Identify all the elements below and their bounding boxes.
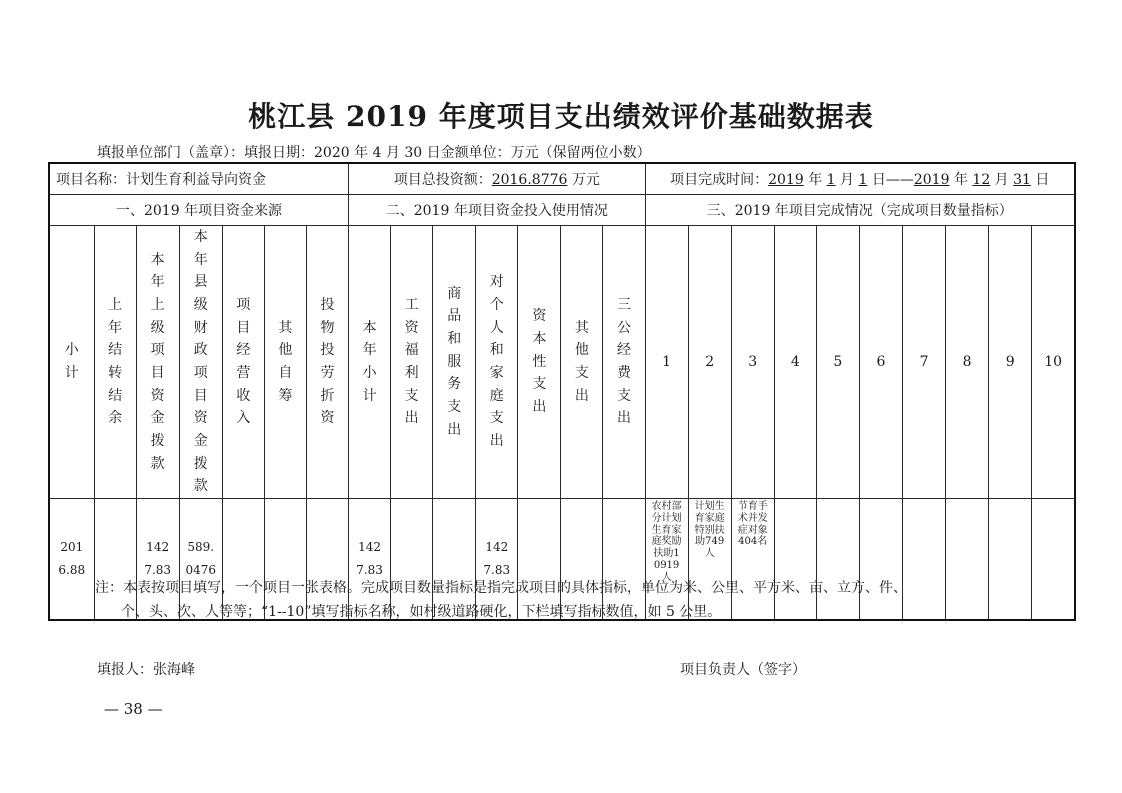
indicator-header: 2 xyxy=(688,226,731,499)
time-start-month: 1 xyxy=(826,172,836,188)
col-header: 三公经费支出 xyxy=(603,226,645,499)
value-cell: 2016.88 xyxy=(49,499,94,621)
indicator-header: 4 xyxy=(774,226,816,499)
col-header: 本年小计 xyxy=(349,226,391,499)
value-cell: 1427.83 xyxy=(349,499,391,621)
indicator-header: 9 xyxy=(989,226,1032,499)
indicator-header: 6 xyxy=(859,226,902,499)
time-end-month: 12 xyxy=(972,172,991,188)
day-separator: 日—— xyxy=(867,172,914,188)
time-end-year: 2019 xyxy=(913,172,950,188)
indicator-header: 10 xyxy=(1032,226,1075,499)
completion-time-cell xyxy=(645,163,1075,195)
section-completion: 三、2019 年项目完成情况（完成项目数量指标） xyxy=(645,195,1075,226)
col-header: 本年县级财政项目资金拨款 xyxy=(179,226,222,499)
col-header: 上年结转结余 xyxy=(94,226,136,499)
col-header: 其他支出 xyxy=(561,226,603,499)
value-cell: 1427.83 xyxy=(476,499,518,621)
month-unit: 月 xyxy=(835,172,859,188)
indicator-header: 8 xyxy=(946,226,989,499)
responsible-signature-label: 项目负责人（签字） xyxy=(680,662,806,678)
value-cell: 1427.83 xyxy=(136,499,179,621)
table-note xyxy=(95,576,1035,624)
indicator-header: 7 xyxy=(902,226,945,499)
investment-unit: 万元 xyxy=(567,172,600,188)
indicator-header: 3 xyxy=(731,226,774,499)
col-header: 小计 xyxy=(49,226,94,499)
col-header: 商品和服务支出 xyxy=(433,226,476,499)
indicator-value: 节育手术并发症对象404名 xyxy=(731,499,774,621)
day-unit: 日 xyxy=(1030,172,1050,188)
investment-label: 项目总投资额： xyxy=(393,172,492,188)
col-header: 对个人和家庭支出 xyxy=(476,226,518,499)
data-table xyxy=(48,162,1076,621)
col-header: 其他自筹 xyxy=(264,226,306,499)
col-header: 工资福利支出 xyxy=(391,226,433,499)
total-investment-cell xyxy=(349,163,645,195)
time-end-day: 31 xyxy=(1013,172,1031,188)
filler-name: 填报人：张海峰 xyxy=(97,662,195,678)
section-funding-source: 一、2019 年项目资金来源 xyxy=(49,195,349,226)
indicator-header: 1 xyxy=(645,226,688,499)
value-cell: 589.0476 xyxy=(179,499,222,621)
note-line-2: 个、头、次、人等等；“1--10”填写指标名称，如村级道路硬化，下栏填写指标数值，如 5 公里。 xyxy=(121,604,722,620)
indicator-value xyxy=(1032,499,1075,621)
indicator-value: 计划生育家庭特别扶助749人 xyxy=(688,499,731,621)
year-unit: 年 xyxy=(803,172,827,188)
col-header: 项目经营收入 xyxy=(222,226,264,499)
indicator-value: 农村部分计划生育家庭奖励扶助10919人 xyxy=(645,499,688,621)
section-funding-usage: 二、2019 年项目资金投入使用情况 xyxy=(349,195,645,226)
col-header: 投物投劳折资 xyxy=(306,226,348,499)
year-unit: 年 xyxy=(949,172,973,188)
project-name-cell: 项目名称：计划生育利益导向资金 xyxy=(49,163,349,195)
investment-value: 2016.8776 xyxy=(491,172,568,188)
time-start-year: 2019 xyxy=(768,172,804,188)
page-title: 桃江县 2019 年度项目支出绩效评价基础数据表 xyxy=(248,100,874,133)
month-unit: 月 xyxy=(990,172,1014,188)
col-header: 本年上级项目资金拨款 xyxy=(136,226,179,499)
report-meta-line: 填报单位部门（盖章）：填报日期：2020 年 4 月 30 日金额单位：万元（保留两位小数） xyxy=(97,145,651,161)
col-header: 资本性支出 xyxy=(518,226,561,499)
indicator-header: 5 xyxy=(816,226,859,499)
note-line-1: 注：本表按项目填写，一个项目一张表格。完成项目数量指标是指完成项目的具体指标，单位为米、公里、平方米、亩、立方、件、 xyxy=(95,580,907,596)
page-number: — 38 — xyxy=(104,700,163,718)
time-label: 项目完成时间： xyxy=(670,172,769,188)
time-start-day: 1 xyxy=(858,172,868,188)
